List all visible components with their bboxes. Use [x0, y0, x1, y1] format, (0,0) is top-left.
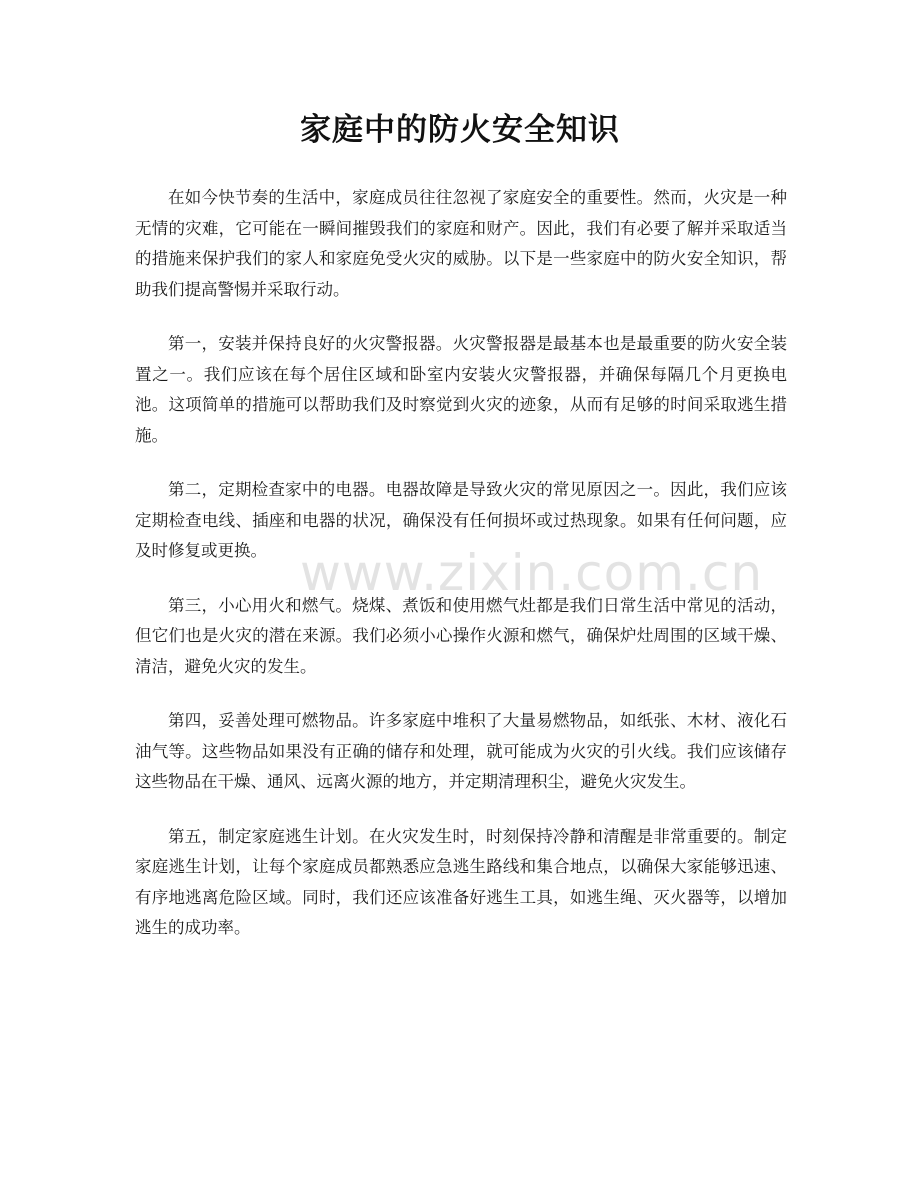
- paragraph-1: 第一，安装并保持良好的火灾警报器。火灾警报器是最基本也是最重要的防火安全装置之一。我们应该在每个居住区域和卧室内安装火灾警报器，并确保每隔几个月更换电池。这项简单的措施可以帮助我们及时察觉到火灾的迹象，从而有足够的时间采取逃生措施。: [135, 334, 787, 445]
- paragraph-intro: 在如今快节奏的生活中，家庭成员往往忽视了家庭安全的重要性。然而，火灾是一种无情的灾难，它可能在一瞬间摧毁我们的家庭和财产。因此，我们有必要了解并采取适当的措施来保护我们的家人和家庭免受火灾的威胁。以下是一些家庭中的防火安全知识，帮助我们提高警惕并采取行动。: [135, 188, 787, 299]
- paragraph-2: 第二，定期检查家中的电器。电器故障是导致火灾的常见原因之一。因此，我们应该定期检查电线、插座和电器的状况，确保没有任何损坏或过热现象。如果有任何问题，应及时修复或更换。: [135, 480, 787, 560]
- document-body: [135, 183, 787, 968]
- paragraph-3: 第三，小心用火和燃气。烧煤、煮饭和使用燃气灶都是我们日常生活中常见的活动，但它们也是火灾的潜在来源。我们必须小心操作火源和燃气，确保炉灶周围的区域干燥、清洁，避免火灾的发生。: [135, 595, 787, 676]
- paragraph-5: 第五，制定家庭逃生计划。在火灾发生时，时刻保持冷静和清醒是非常重要的。制定家庭逃生计划，让每个家庭成员都熟悉应急逃生路线和集合地点，以确保大家能够迅速、有序地逃离危险区域。同时，我们还应该准备好逃生工具，如逃生绳、灭火器等，以增加逃生的成功率。: [135, 826, 787, 937]
- paragraph-4: 第四，妥善处理可燃物品。许多家庭中堆积了大量易燃物品，如纸张、木材、液化石油气等。这些物品如果没有正确的储存和处理，就可能成为火灾的引火线。我们应该储存这些物品在干燥、通风、远离火源的地方，并定期清理积尘，避免火灾发生。: [135, 711, 787, 791]
- page-title: 家庭中的防火安全知识: [300, 112, 620, 148]
- watermark: www.zixin.com.cn: [300, 544, 764, 602]
